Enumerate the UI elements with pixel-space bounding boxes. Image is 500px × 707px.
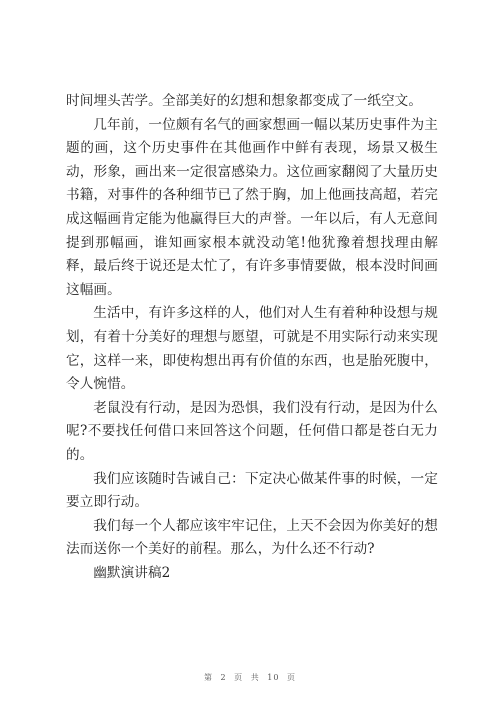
- document-body: [66, 90, 438, 585]
- paragraph-painter-story: 几年前，一位颇有名气的画家想画一幅以某历史事件为主题的画，这个历史事件在其他画作中鲜有表现，场景又极生动，形象，画出来一定很富感染力。这位画家翻阅了大量历史书籍，对事件的各种细节已了然于胸，加上他画技高超，若完成这幅画肯定能为他赢得巨大的声誉。一年以后，有人无意间提到那幅画，谁知画家根本就没动笔!他犹豫着想找理由解释，最后终于说还是太忙了，有许多事情要做，根本没时间画这幅画。: [66, 116, 438, 298]
- paragraph-life-plans: 生活中，有许多这样的人，他们对人生有着种种设想与规划，有着十分美好的理想与愿望，可就是不用实际行动来实现它，这样一来，即使构想出再有价值的东西，也是胎死腹中，令人惋惜。: [66, 305, 438, 393]
- section-heading: 幽默演讲稿2: [93, 564, 171, 581]
- paragraph-mouse-fear: 老鼠没有行动，是因为恐惧，我们没有行动，是因为什么呢?不要找任何借口来回答这个问题，任何借口都是苍白无力的。: [66, 399, 438, 463]
- paragraph-remember: 我们每一个人都应该牢牢记住，上天不会因为你美好的想法而送你一个美好的前程。那么，为什么还不行动?: [66, 517, 438, 558]
- paragraph-act-now: 我们应该随时告诫自己：下定决心做某件事的时候，一定要立即行动。: [66, 470, 438, 511]
- page-number-footer: 第 2 页 共 10 页: [204, 673, 296, 682]
- paragraph-continuation: 时间埋头苦学。全部美好的幻想和想象都变成了一纸空文。: [66, 93, 423, 109]
